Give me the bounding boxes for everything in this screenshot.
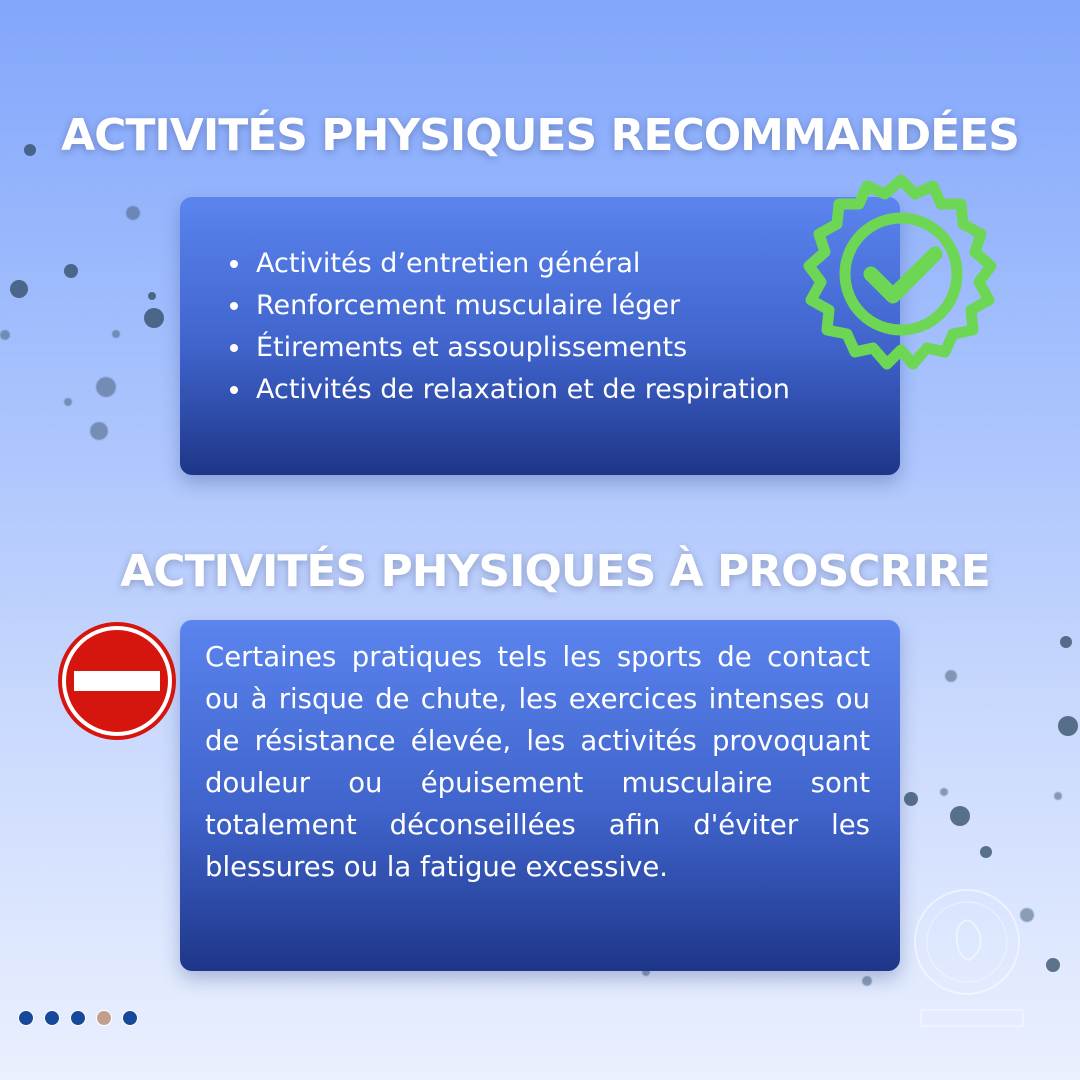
forbidden-card xyxy=(180,620,900,971)
page-dot[interactable] xyxy=(18,1010,34,1026)
recommended-list xyxy=(230,243,790,411)
recommended-title: ACTIVITÉS PHYSIQUES RECOMMANDÉES xyxy=(61,110,1019,161)
forbidden-title: ACTIVITÉS PHYSIQUES À PROSCRIRE xyxy=(120,546,990,597)
pagination-dots xyxy=(18,1010,138,1026)
page-dot[interactable] xyxy=(70,1010,86,1026)
list-item: Activités de relaxation et de respiration xyxy=(230,369,790,411)
list-item: Activités d’entretien général xyxy=(230,243,790,285)
watermark-seal xyxy=(905,880,1035,1050)
check-seal-icon xyxy=(795,172,1007,384)
list-item: Renforcement musculaire léger xyxy=(230,285,790,327)
forbidden-text: Certaines pratiques tels les sports de contact ou à risque de chute, les exercices intenses ou de résistance élevée, les activités provoquant douleur ou épuisement musculaire sont totalement déconseillées afin d'éviter les blessures ou la fatigue excessive. xyxy=(205,641,870,883)
page-dot-active[interactable] xyxy=(96,1010,112,1026)
recommended-card xyxy=(180,197,900,475)
page-dot[interactable] xyxy=(44,1010,60,1026)
no-entry-icon xyxy=(56,620,178,742)
list-item: Étirements et assouplissements xyxy=(230,327,790,369)
page-dot[interactable] xyxy=(122,1010,138,1026)
